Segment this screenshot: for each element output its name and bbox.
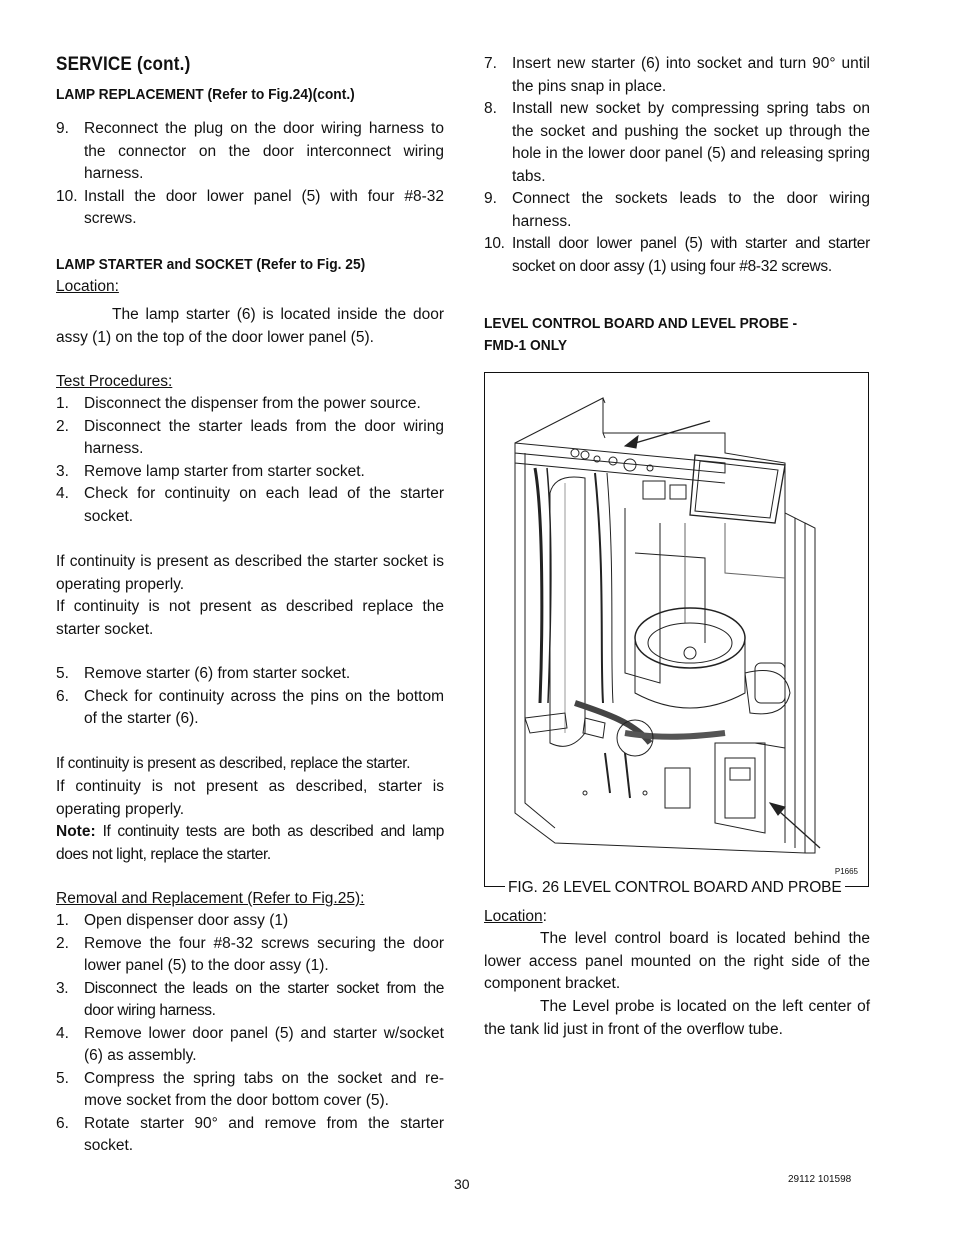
lamp-replacement-heading: LAMP REPLACEMENT (Refer to Fig.24)(cont.) xyxy=(56,86,355,103)
continuity-not-present-text: If continuity is not present as described replace the starter socket. xyxy=(56,598,444,638)
note-paragraph xyxy=(56,821,444,866)
list-item: 10. Install door lower panel (5) with starter and starter socket on door assy (1) using four #8-32 screws. xyxy=(484,235,870,275)
starter-replacement-steps xyxy=(484,53,870,278)
figure-caption: FIG. 26 LEVEL CONTROL BOARD AND PROBE xyxy=(505,879,845,897)
list-item: 2. Remove the four #8-32 screws securing the door lower panel (5) to the door assy (1). xyxy=(56,934,444,974)
lamp-replacement-steps xyxy=(56,118,444,231)
test-procedures-label: Test Procedures: xyxy=(56,373,173,390)
continuity-present-text-2: If continuity is present as described, replace the starter. xyxy=(56,755,411,772)
figure-code: P1665 xyxy=(834,867,858,876)
list-item: 1. Open dispenser door assy (1) xyxy=(56,912,289,929)
test-steps-continued xyxy=(56,663,444,731)
list-item: 3. Remove lamp starter from starter socket. xyxy=(56,462,365,480)
list-item: 2. Disconnect the starter leads from the door wiring harness. xyxy=(56,417,444,457)
list-item: 9. Reconnect the plug on the door wiring harness to the connector on the door interconnect wiring harness. xyxy=(56,120,444,182)
list-item: 8. Install new socket by compressing spring tabs on the socket and pushing the socket up through the hole in the lower door panel (5) and releasing spring tabs. xyxy=(484,100,870,185)
list-item: 1. Disconnect the dispenser from the power source. xyxy=(56,395,421,412)
list-item: 7. Insert new starter (6) into socket and turn 90° until the pins snap in place. xyxy=(484,55,870,95)
level-control-heading: LEVEL CONTROL BOARD AND LEVEL PROBE - FMD-1 ONLY xyxy=(484,315,798,354)
note-text: If continuity tests are both as described and lamp does not light, replace the starter. xyxy=(56,823,444,863)
location-label: Location: xyxy=(484,908,547,925)
section-title: SERVICE (cont.) xyxy=(56,54,191,75)
list-item: 4. Remove lower door panel (5) and starter w/socket (6) as assembly. xyxy=(56,1024,444,1064)
lower-bracket xyxy=(665,768,690,808)
list-item: 9. Connect the sockets leads to the door wiring harness. xyxy=(484,190,870,230)
test-steps xyxy=(56,393,444,528)
list-item: 6. Rotate starter 90° and remove from the starter socket. xyxy=(56,1114,444,1154)
removal-label: Removal and Replacement (Refer to Fig.25): xyxy=(56,890,365,907)
removal-steps xyxy=(56,910,444,1158)
dispenser-diagram xyxy=(485,373,868,886)
list-item: 3. Disconnect the leads on the starter socket from the door wiring harness. xyxy=(56,979,444,1019)
list-item: 10. Install the door lower panel (5) with four #8-32 screws. xyxy=(56,187,444,227)
location-text: The lamp starter (6) is located inside the door assy (1) on the top of the door lower panel (5). xyxy=(56,306,444,346)
continuity-not-present-text-2: If continuity is not present as described, starter is operating properly. xyxy=(56,778,444,818)
starter-heading: LAMP STARTER and SOCKET (Refer to Fig. 25) xyxy=(56,256,366,273)
list-item: 5. Compress the spring tabs on the socket and re-move socket from the door bottom cover (5). xyxy=(56,1069,444,1109)
list-item: 5. Remove starter (6) from starter socket. xyxy=(56,665,351,682)
level-control-board xyxy=(725,758,755,818)
location-label: Location: xyxy=(56,278,119,295)
page-number: 30 xyxy=(454,1176,470,1192)
note-label: Note: xyxy=(56,823,96,840)
board-location-text: The level control board is located behind the lower access panel mounted on the right side of the component bracket. xyxy=(484,930,870,992)
figure-26 xyxy=(484,372,869,896)
list-item: 6. Check for continuity across the pins on the bottom of the starter (6). xyxy=(56,687,444,727)
list-item: 4. Check for continuity on each lead of the starter socket. xyxy=(56,485,444,525)
continuity-present-text: If continuity is present as described the starter socket is operating properly. xyxy=(56,553,444,593)
probe-location-text: The Level probe is located on the left center of the tank lid just in front of the overflow tube. xyxy=(484,998,870,1038)
doc-code: 29112 101598 xyxy=(788,1174,852,1185)
